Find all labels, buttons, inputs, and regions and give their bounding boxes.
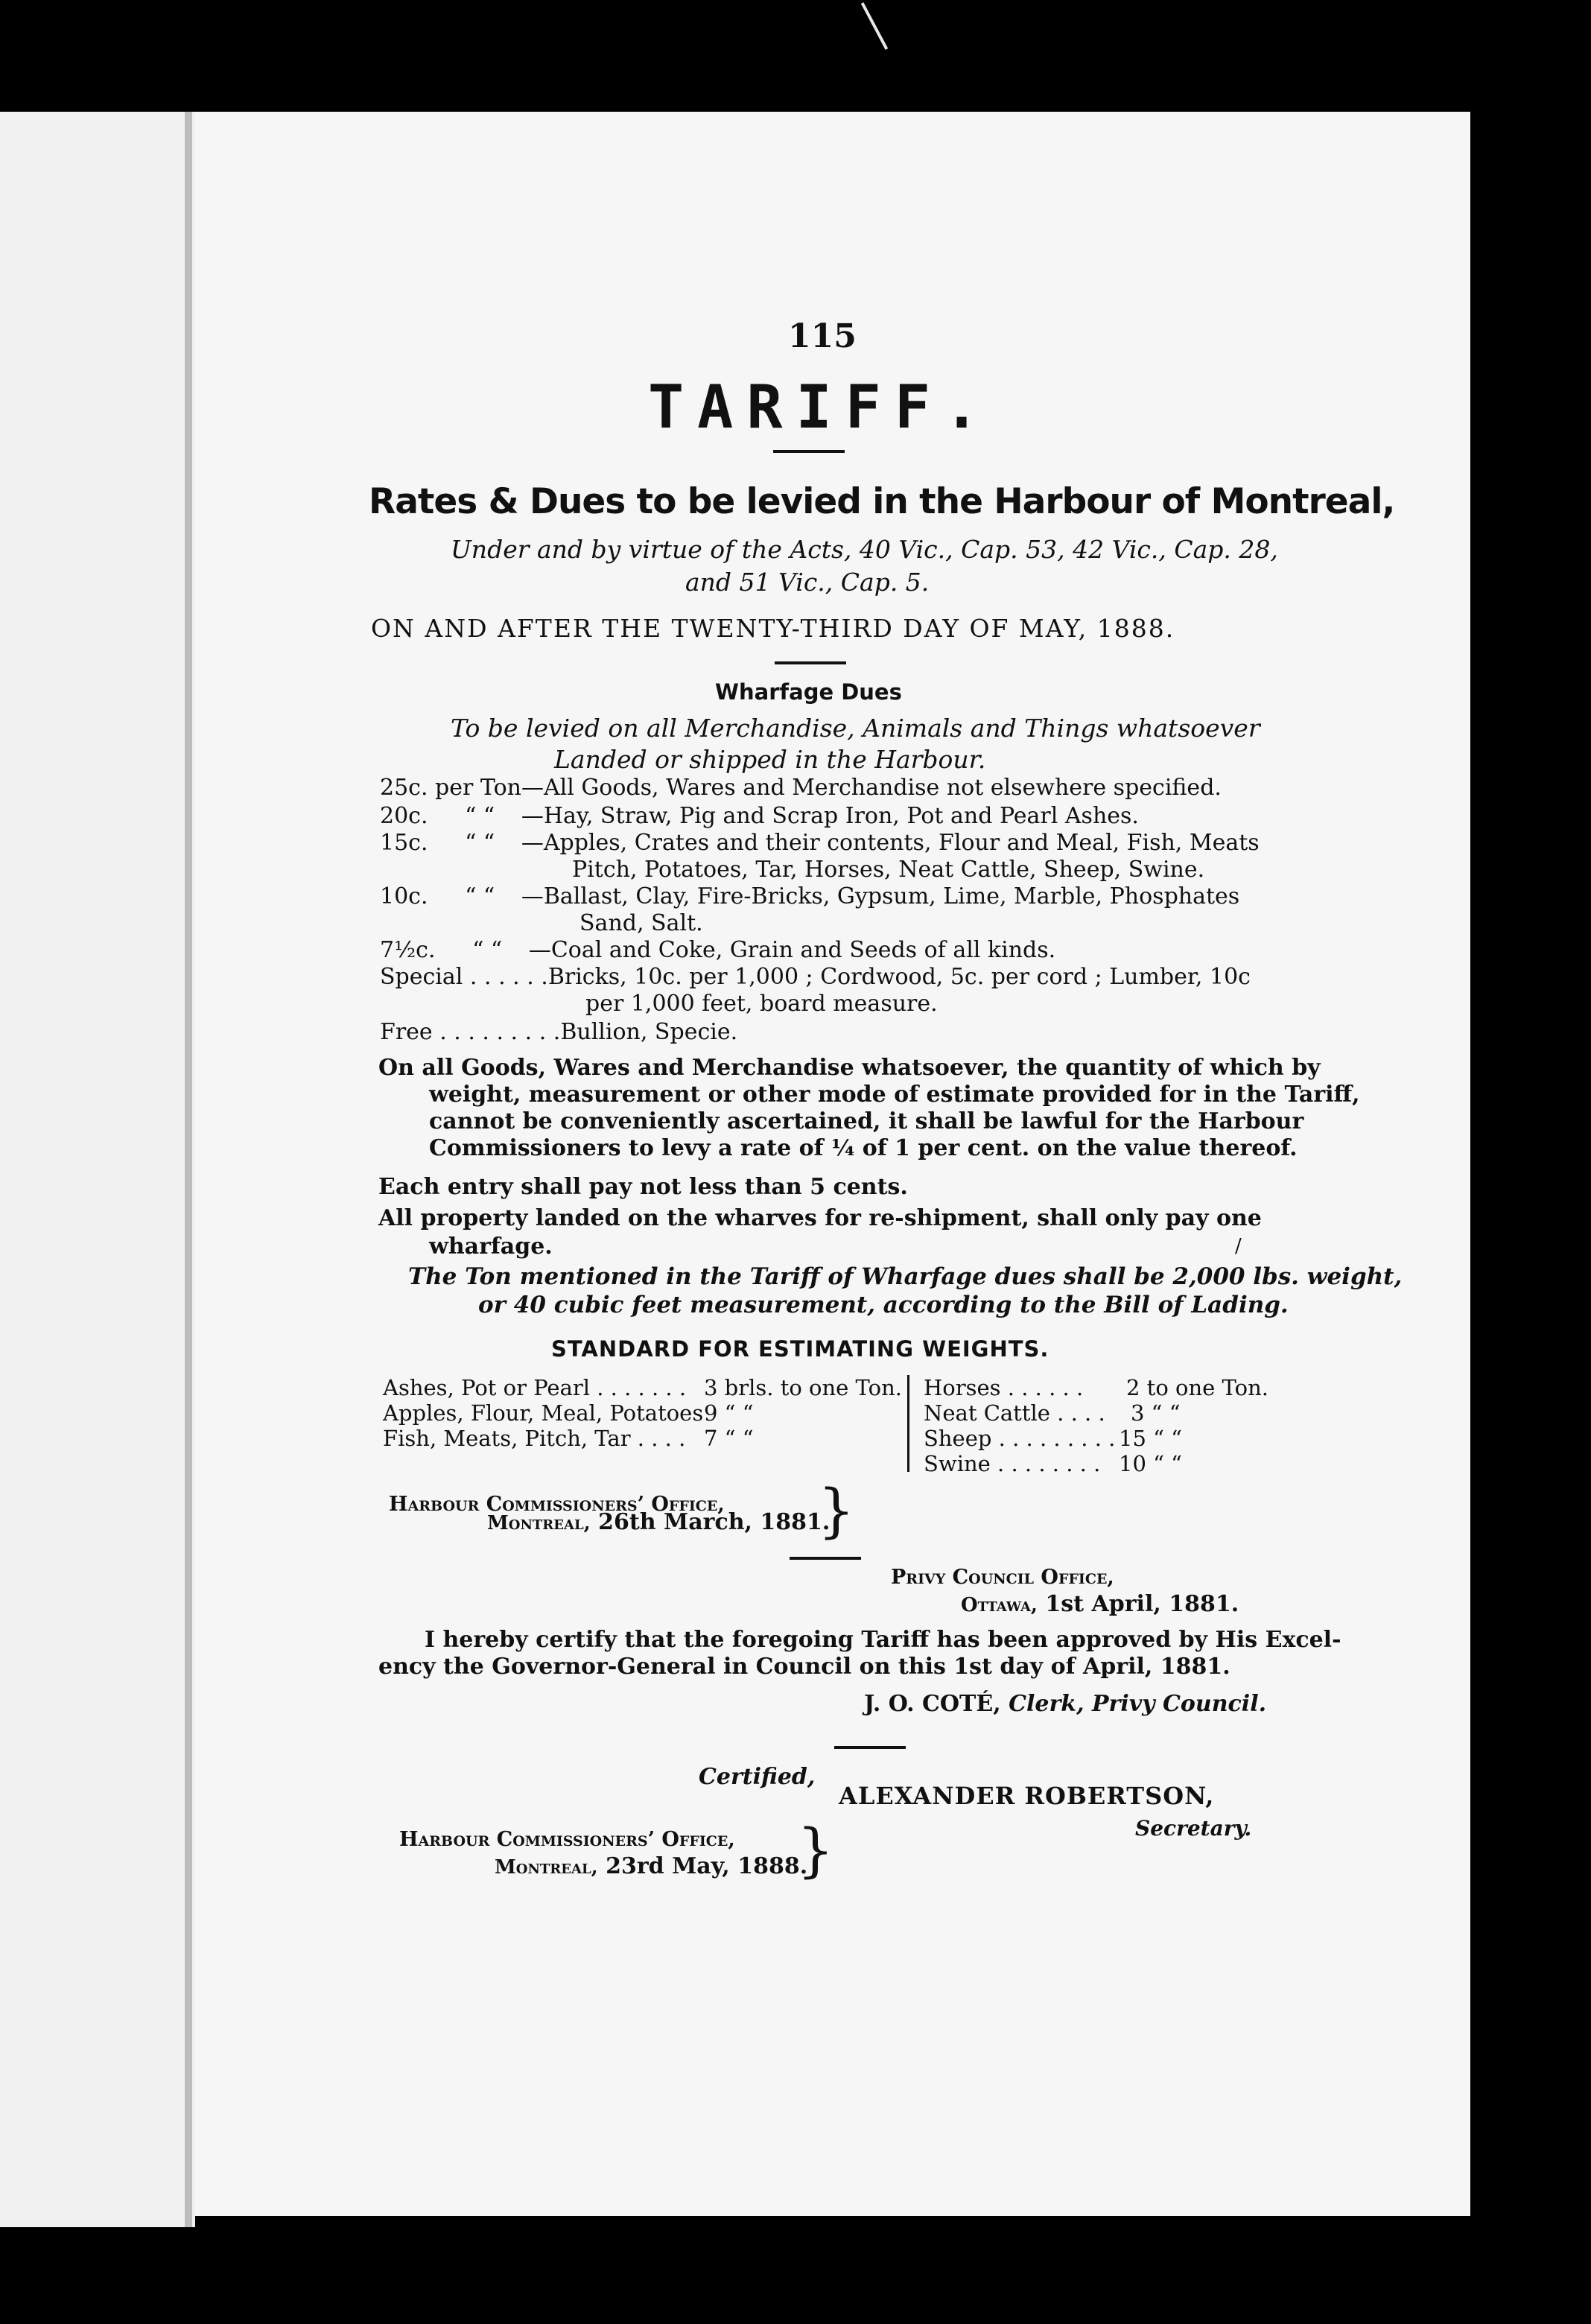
paragraph-line: On all Goods, Wares and Merchandise whatsoever, the quantity of which by xyxy=(378,1055,1321,1081)
secretary-title: Secretary. xyxy=(1135,1816,1252,1841)
weights-qty: 9 “ “ xyxy=(704,1400,754,1426)
rate-row xyxy=(380,830,1260,856)
section-rule-3 xyxy=(834,1746,906,1749)
rate-amount: 25c. per Ton xyxy=(380,775,521,801)
weights-item: Swine . . . . . . . . xyxy=(924,1451,1101,1476)
brace: } xyxy=(818,1478,855,1545)
title-rule xyxy=(773,450,845,453)
rate-amount: 20c. xyxy=(380,803,428,829)
weights-qty: 3 “ “ xyxy=(1131,1400,1181,1426)
rate-goods: Bullion, Specie. xyxy=(560,1019,738,1045)
weights-item: Sheep . . . . . . . . . xyxy=(924,1426,1116,1451)
rate-amount: 7½c. xyxy=(380,937,436,963)
certified-label: Certified, xyxy=(699,1764,816,1790)
acts-line-2: and 51 Vic., Cap. 5. xyxy=(685,568,930,597)
standard-heading: STANDARD FOR ESTIMATING WEIGHTS. xyxy=(551,1336,1049,1362)
acts-line-1: Under and by virtue of the Acts, 40 Vic., Cap. 53, 42 Vic., Cap. 28, xyxy=(451,535,1278,564)
rate-row xyxy=(380,775,1222,801)
scan-artifact xyxy=(861,2,888,50)
weights-item: Apples, Flour, Meal, Potatoes xyxy=(383,1400,704,1426)
wharfage-subheading-2: Landed or shipped in the Harbour. xyxy=(554,745,986,774)
section-rule-1 xyxy=(775,661,846,664)
rate-dash: — xyxy=(521,830,544,856)
weights-qty: 3 brls. to one Ton. xyxy=(704,1375,902,1400)
paragraph-line: All property landed on the wharves for re-shipment, shall only pay one xyxy=(378,1205,1262,1231)
rate-goods: Ballast, Clay, Fire-Bricks, Gypsum, Lime, Marble, Phosphates xyxy=(543,883,1240,909)
weights-qty: 7 “ “ xyxy=(704,1426,754,1451)
weights-item: Horses . . . . . . xyxy=(924,1375,1084,1400)
table-divider xyxy=(907,1375,909,1472)
certify-line: ency the Governor-General in Council on this 1st day of April, 1881. xyxy=(378,1654,1230,1680)
rate-amount: Special . . . . . . xyxy=(380,964,548,990)
weights-qty: 10 “ “ xyxy=(1119,1451,1182,1476)
rate-row xyxy=(380,937,1055,963)
brace: } xyxy=(797,1817,834,1885)
effective-date: ON AND AFTER THE TWENTY-THIRD DAY OF MAY, 1888. xyxy=(371,614,1175,643)
main-heading: Rates & Dues to be levied in the Harbour of Montreal, xyxy=(369,481,1395,522)
office-date: 23rd May, 1888. xyxy=(606,1853,808,1879)
rate-dash: — xyxy=(521,883,544,909)
office-line: Harbour Commissioners’ Office, xyxy=(399,1828,735,1851)
weights-item: Ashes, Pot or Pearl . . . . . . . xyxy=(383,1375,687,1400)
clerk-name: J. O. COTÉ, xyxy=(864,1691,1001,1717)
rate-row xyxy=(380,803,1139,829)
privy-place: Ottawa, xyxy=(961,1594,1038,1616)
rate-continuation: Pitch, Potatoes, Tar, Horses, Neat Cattle, Sheep, Swine. xyxy=(572,857,1205,883)
weights-qty: 2 to one Ton. xyxy=(1126,1375,1268,1400)
weights-item: Fish, Meats, Pitch, Tar . . . . xyxy=(383,1426,686,1451)
rate-row xyxy=(380,883,1239,909)
section-rule-2 xyxy=(790,1557,861,1560)
rate-amount: 10c. xyxy=(380,883,428,909)
ditto-marks: “ “ xyxy=(465,883,495,909)
clerk-title: Clerk, Privy Council. xyxy=(1009,1691,1267,1717)
rate-row xyxy=(380,964,1251,990)
paragraph-line: wharfage. xyxy=(429,1234,553,1260)
rate-goods: Apples, Crates and their contents, Flour and Meal, Fish, Meats xyxy=(543,830,1260,856)
rate-goods: Bricks, 10c. per 1,000 ; Cordwood, 5c. per cord ; Lumber, 10c xyxy=(547,964,1251,990)
ditto-marks: “ “ xyxy=(465,803,495,829)
rate-goods: Hay, Straw, Pig and Scrap Iron, Pot and Pearl Ashes. xyxy=(543,803,1139,829)
rate-continuation: per 1,000 feet, board measure. xyxy=(585,991,938,1017)
privy-date-line xyxy=(961,1591,1239,1617)
rate-amount: Free . . . . . . . . . xyxy=(380,1019,561,1045)
ditto-marks: “ “ xyxy=(465,830,495,856)
ditto-marks: “ “ xyxy=(472,937,503,963)
facing-page xyxy=(0,112,195,2227)
office-date: 26th March, 1881. xyxy=(598,1509,831,1535)
rate-dash: — xyxy=(521,803,544,829)
stray-mark: / xyxy=(1235,1235,1242,1257)
rate-goods: Coal and Coke, Grain and Seeds of all kinds. xyxy=(550,937,1056,963)
privy-date: 1st April, 1881. xyxy=(1045,1591,1239,1617)
wharfage-heading: Wharfage Dues xyxy=(715,679,902,705)
office-date-line xyxy=(495,1853,807,1879)
rate-row xyxy=(380,1019,737,1045)
page-gutter xyxy=(185,112,192,2227)
ton-note-line: or 40 cubic feet measurement, according to the Bill of Lading. xyxy=(478,1292,1289,1318)
paragraph-line: Commissioners to levy a rate of ¼ of 1 per cent. on the value thereof. xyxy=(429,1135,1298,1161)
secretary-name: ALEXANDER ROBERTSON, xyxy=(839,1782,1215,1810)
ton-note-line: The Ton mentioned in the Tariff of Wharfage dues shall be 2,000 lbs. weight, xyxy=(408,1263,1403,1290)
paragraph-line: weight, measurement or other mode of estimate provided for in the Tariff, xyxy=(429,1082,1360,1108)
clerk-signature xyxy=(864,1691,1266,1717)
weights-qty: 15 “ “ xyxy=(1119,1426,1182,1451)
page-number: 115 xyxy=(788,317,857,355)
privy-line: Privy Council Office, xyxy=(891,1566,1114,1589)
office-place: Montreal, xyxy=(487,1512,591,1534)
rate-goods: All Goods, Wares and Merchandise not elsewhere specified. xyxy=(543,775,1222,801)
office-place: Montreal, xyxy=(495,1856,598,1879)
wharfage-subheading-1: To be levied on all Merchandise, Animals and Things whatsoever xyxy=(451,714,1260,743)
rate-dash: — xyxy=(521,775,544,801)
office-line: Harbour Commissioners’ Office, xyxy=(389,1493,725,1516)
office-date-line xyxy=(487,1509,830,1535)
page-title: TARIFF. xyxy=(648,372,994,442)
paragraph-line: Each entry shall pay not less than 5 cents. xyxy=(378,1174,908,1200)
certify-line: I hereby certify that the foregoing Tariff has been approved by His Excel- xyxy=(425,1627,1341,1653)
rate-dash: — xyxy=(528,937,551,963)
paragraph-line: cannot be conveniently ascertained, it shall be lawful for the Harbour xyxy=(429,1108,1304,1134)
rate-continuation: Sand, Salt. xyxy=(579,910,703,936)
weights-item: Neat Cattle . . . . xyxy=(924,1400,1105,1426)
rate-amount: 15c. xyxy=(380,830,428,856)
